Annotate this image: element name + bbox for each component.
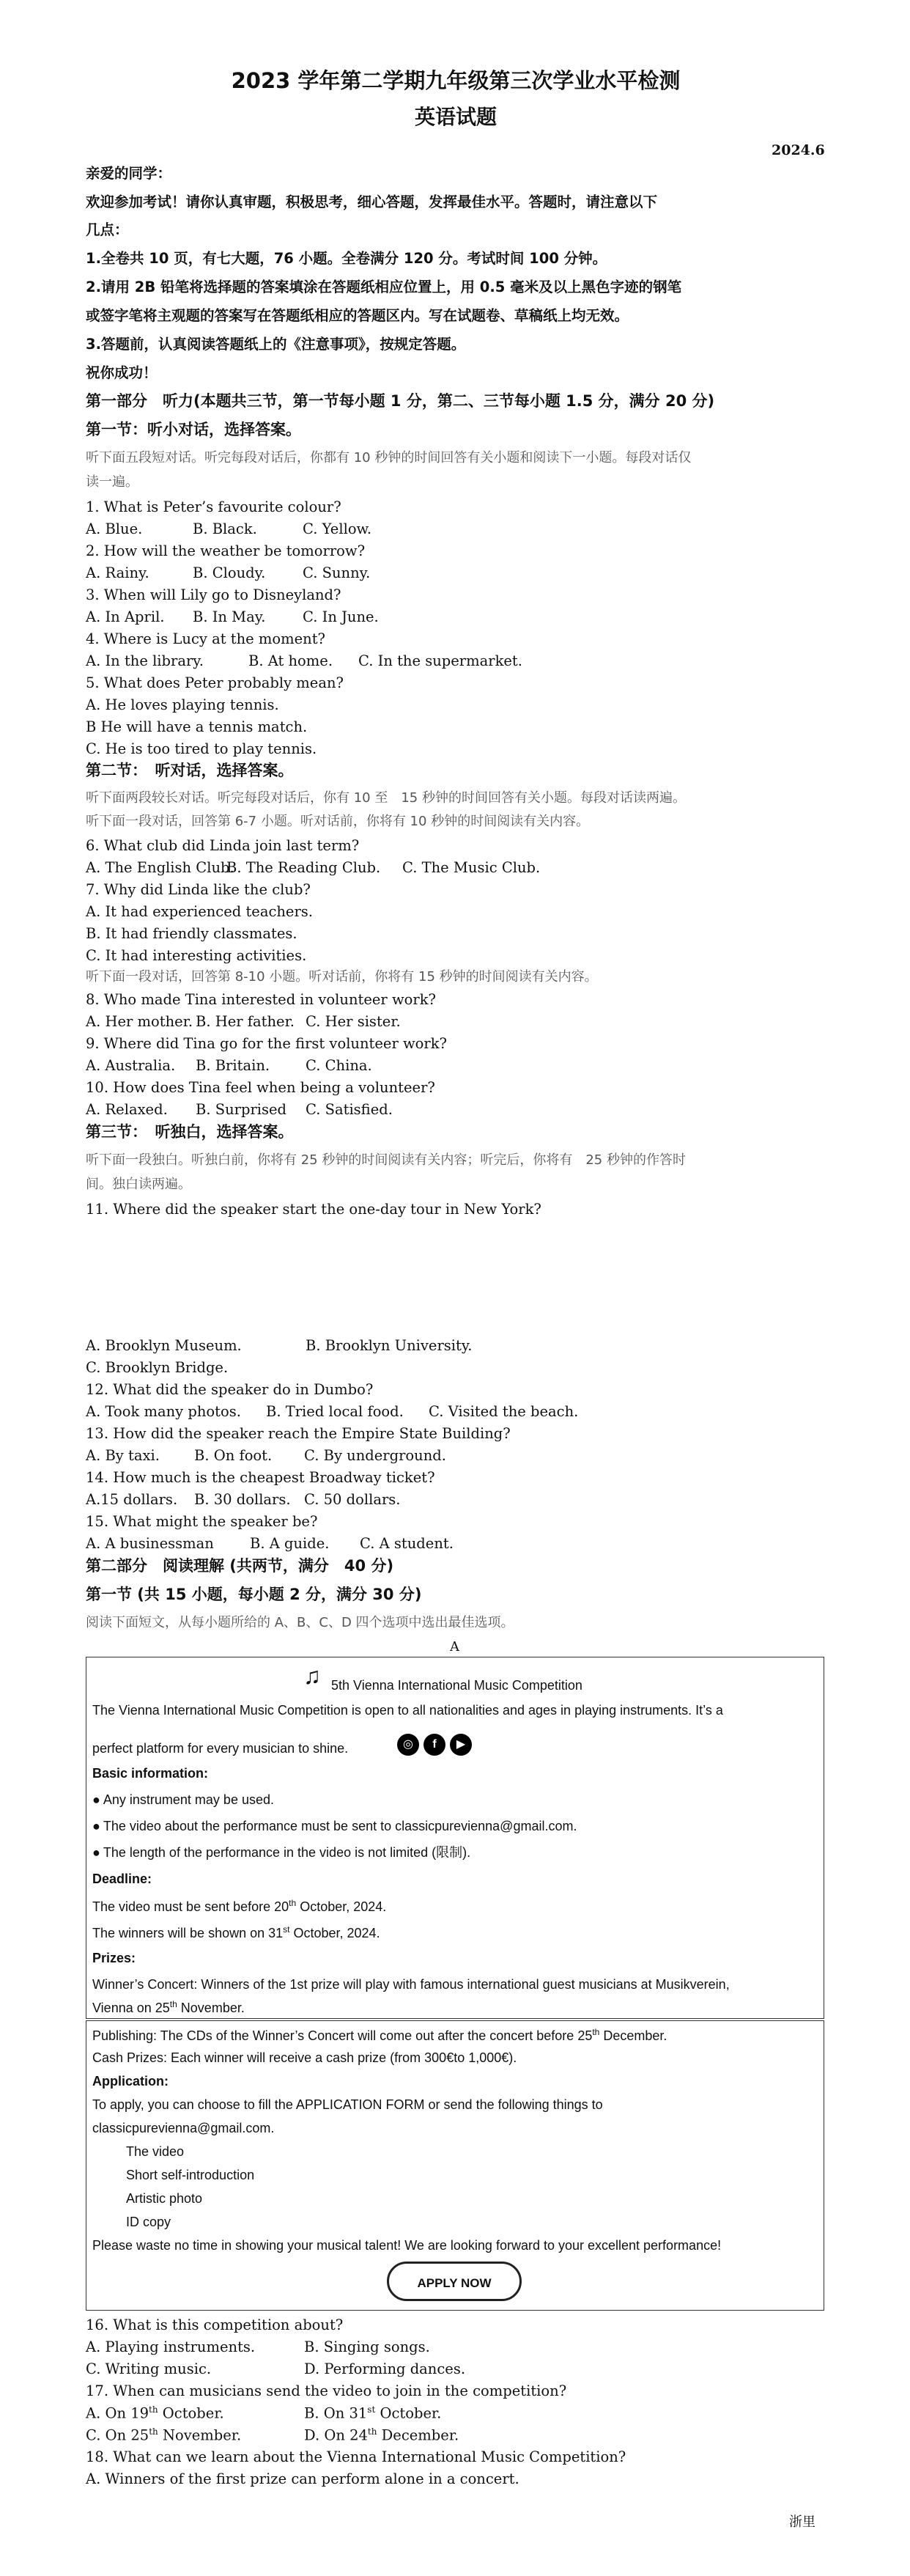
option[interactable]: B. In May.	[193, 608, 266, 625]
wish: 祝你成功！	[86, 364, 158, 381]
question-2: 2. How will the weather be tomorrow?	[86, 542, 366, 559]
rule-2a: 2.请用 2B 铅笔将选择题的答案填涂在答题纸相应位置上，用 0.5 毫米及以上黑色字迹的钢笔	[86, 279, 682, 295]
question-3-options	[86, 608, 379, 625]
deadline-heading: Deadline:	[92, 1872, 152, 1886]
closing-text: Please waste no time in showing your musical talent! We are looking forward to your excellent performance!	[92, 2238, 722, 2253]
option[interactable]: C. 50 dollars.	[304, 1491, 401, 1508]
option[interactable]: B. Brooklyn University.	[306, 1337, 473, 1354]
welcome-line-1: 欢迎参加考试！请你认真审题，积极思考，细心答题，发挥最佳水平。答题时，请注意以下	[86, 194, 658, 210]
option[interactable]: B. Her father.	[196, 1013, 295, 1030]
question-10: 10. How does Tina feel when being a volunteer?	[86, 1079, 435, 1096]
option[interactable]: B. It had friendly classmates.	[86, 925, 297, 942]
option[interactable]: A. Rainy.	[86, 564, 149, 581]
question-16-options-ab	[86, 2338, 430, 2355]
option[interactable]: A. Blue.	[86, 520, 143, 537]
question-1: 1. What is Peter’s favourite colour?	[86, 498, 341, 515]
instagram-icon[interactable]: ◎	[397, 1734, 419, 1756]
part1-sec3-heading: 第三节： 听独白，选择答案。	[86, 1123, 294, 1141]
ad-box-top	[86, 1657, 824, 2019]
option[interactable]: A. He loves playing tennis.	[86, 696, 279, 713]
question-9-options	[86, 1057, 372, 1074]
question-17-options-cd	[86, 2426, 459, 2444]
question-4: 4. Where is Lucy at the moment?	[86, 630, 325, 647]
option[interactable]: B. A guide.	[250, 1535, 330, 1552]
question-10-options	[86, 1101, 393, 1118]
option[interactable]: C. In June.	[303, 608, 379, 625]
option[interactable]: D. Performing dances.	[304, 2360, 466, 2377]
option[interactable]: C. By underground.	[304, 1447, 446, 1464]
option[interactable]: C. Writing music.	[86, 2360, 212, 2377]
rule-3: 3.答题前，认真阅读答题纸上的《注意事项》，按规定答题。	[86, 336, 466, 353]
application-item: Artistic photo	[126, 2191, 203, 2206]
exam-title: 2023 学年第二学期九年级第三次学业水平检测	[231, 68, 681, 93]
question-16: 16. What is this competition about?	[86, 2316, 344, 2333]
option[interactable]: A. Playing instruments.	[86, 2338, 256, 2355]
part1-sec1-instr-2: 读一遍。	[86, 474, 138, 490]
part1-sec2-instr-2: 听下面一段对话，回答第 6-7 小题。听对话前，你将有 10 秒钟的时间阅读有关内容。	[86, 814, 590, 829]
option[interactable]: B. On 31st October.	[304, 2404, 442, 2422]
cash-prizes: Cash Prizes: Each winner will receive a cash prize (from 300€to 1,000€).	[92, 2050, 517, 2065]
question-6: 6. What club did Linda join last term?	[86, 837, 360, 854]
question-11: 11. Where did the speaker start the one-day tour in New York?	[86, 1201, 541, 1218]
application-item: Short self-introduction	[126, 2168, 255, 2182]
option[interactable]: A. On 19th October.	[86, 2404, 224, 2422]
question-18: 18. What can we learn about the Vienna International Music Competition?	[86, 2448, 626, 2465]
ad-intro-2: perfect platform for every musician to shine.	[92, 1741, 349, 1756]
application-1: To apply, you can choose to fill the APPLICATION FORM or send the following things to	[92, 2097, 603, 2112]
part1-heading: 第一部分 听力(本题共三节，第一节每小题 1 分，第二、三节每小题 1.5 分，满分 20 分)	[86, 392, 715, 410]
option[interactable]: C. Her sister.	[306, 1013, 401, 1030]
ad-box-bottom	[86, 2020, 824, 2311]
basic-item: ● Any instrument may be used.	[92, 1792, 274, 1808]
option[interactable]: A. In April.	[86, 608, 165, 625]
prizes-heading: Prizes:	[92, 1951, 136, 1965]
option[interactable]: D. On 24th December.	[304, 2426, 459, 2444]
option[interactable]: C. In the supermarket.	[358, 652, 522, 669]
option[interactable]: C. Sunny.	[303, 564, 371, 581]
youtube-icon[interactable]: ▶	[450, 1734, 472, 1756]
basic-item: ● The video about the performance must be sent to classicpurevienna@gmail.com.	[92, 1819, 577, 1835]
question-2-options	[86, 564, 370, 581]
option[interactable]: B He will have a tennis match.	[86, 718, 308, 735]
option[interactable]: A. It had experienced teachers.	[86, 903, 313, 920]
rule-2b: 或签字笔将主观题的答案写在答题纸相应的答题区内。写在试题卷、草稿纸上均无效。	[86, 307, 629, 324]
prizes-2: Vienna on 25th November.	[92, 1999, 245, 2015]
prizes-1: Winner’s Concert: Winners of the 1st prize will play with famous international guest musicians at Musikverein,	[92, 1977, 730, 1992]
rule-1: 1.全卷共 10 页，有七大题，76 小题。全卷满分 120 分。考试时间 100 分钟。	[86, 250, 607, 267]
part2-sec1-heading: 第一节 (共 15 小题，每小题 2 分，满分 30 分)	[86, 1586, 422, 1603]
option[interactable]: C. China.	[306, 1057, 372, 1074]
part2-heading: 第二部分 阅读理解 (共两节，满分 40 分)	[86, 1557, 394, 1575]
question-12-options	[86, 1403, 578, 1420]
question-4-options	[86, 652, 522, 669]
social-icons	[393, 1734, 472, 1756]
application-2: classicpurevienna@gmail.com.	[92, 2121, 275, 2135]
option[interactable]: A. Winners of the first prize can perform alone in a concert.	[86, 2470, 519, 2487]
question-11-options	[86, 1337, 473, 1354]
question-13: 13. How did the speaker reach the Empire State Building?	[86, 1425, 511, 1442]
option[interactable]: B. Cloudy.	[193, 564, 266, 581]
passage-label: A	[450, 1639, 459, 1655]
exam-subtitle: 英语试题	[414, 105, 497, 129]
ad-intro-1: The Vienna International Music Competition is open to all nationalities and ages in playing instruments. It’s a	[92, 1703, 723, 1718]
question-8-options	[86, 1013, 401, 1030]
part1-sec2-instr-1: 听下面两段较长对话。听完每段对话后，你有 10 至 15 秒钟的时间回答有关小题。每段对话读两遍。	[86, 790, 686, 806]
basic-item: ● The length of the performance in the video is not limited (限制).	[92, 1845, 470, 1861]
option[interactable]: B. On foot.	[194, 1447, 273, 1464]
application-item: The video	[126, 2144, 185, 2159]
greeting: 亲爱的同学：	[86, 165, 172, 182]
option[interactable]: A. In the library.	[86, 652, 204, 669]
welcome-line-2: 几点：	[86, 221, 129, 238]
part2-sec1-instr: 阅读下面短文，从每小题所给的 A、B、C、D 四个选项中选出最佳选项。	[86, 1615, 514, 1630]
option[interactable]: B. Black.	[193, 520, 257, 537]
option[interactable]: B. Tried local food.	[266, 1403, 404, 1420]
option[interactable]: B. The Reading Club.	[226, 859, 381, 876]
option[interactable]: B. 30 dollars.	[194, 1491, 291, 1508]
deadline-1: The video must be sent before 20th October, 2024.	[92, 1898, 387, 1914]
application-heading: Application:	[92, 2074, 169, 2089]
option[interactable]: A. The English Club.	[86, 859, 234, 876]
question-6-options	[86, 859, 540, 876]
question-7: 7. Why did Linda like the club?	[86, 881, 311, 898]
ad-title: 5th Vienna International Music Competition	[331, 1678, 582, 1693]
question-13-options	[86, 1447, 446, 1464]
facebook-icon[interactable]: f	[423, 1734, 445, 1756]
option[interactable]: C. Satisfied.	[306, 1101, 393, 1118]
question-14: 14. How much is the cheapest Broadway ticket?	[86, 1469, 435, 1486]
question-12: 12. What did the speaker do in Dumbo?	[86, 1381, 374, 1398]
option[interactable]: C. On 25th November.	[86, 2426, 242, 2444]
option[interactable]: C. The Music Club.	[402, 859, 541, 876]
exam-date: 2024.6	[772, 142, 825, 158]
publishing: Publishing: The CDs of the Winner’s Concert will come out after the concert before 25th December.	[92, 2027, 667, 2043]
option[interactable]: B. Surprised	[196, 1101, 287, 1118]
question-3: 3. When will Lily go to Disneyland?	[86, 586, 341, 603]
option[interactable]: A. Australia.	[86, 1057, 176, 1074]
option[interactable]: A. Brooklyn Museum.	[86, 1337, 242, 1354]
question-15-options	[86, 1535, 454, 1552]
part1-sec1-heading: 第一节：听小对话，选择答案。	[86, 421, 301, 438]
option[interactable]: A. By taxi.	[86, 1447, 160, 1464]
part1-sec2-heading: 第二节： 听对话，选择答案。	[86, 762, 294, 779]
option[interactable]: C. Visited the beach.	[429, 1403, 579, 1420]
question-8: 8. Who made Tina interested in volunteer work?	[86, 991, 436, 1008]
option[interactable]: B. At home.	[248, 652, 333, 669]
option[interactable]: A. A businessman	[86, 1535, 214, 1552]
option[interactable]: C. Yellow.	[303, 520, 372, 537]
option[interactable]: B. Britain.	[196, 1057, 270, 1074]
music-note-icon: ♫	[303, 1663, 321, 1689]
question-17-options-ab	[86, 2404, 441, 2422]
question-14-options	[86, 1491, 400, 1508]
option[interactable]: B. Singing songs.	[304, 2338, 430, 2355]
part1-sec2-instr-3: 听下面一段对话，回答第 8-10 小题。听对话前，你将有 15 秒钟的时间阅读有关内容。	[86, 969, 598, 985]
option[interactable]: A. Relaxed.	[86, 1101, 168, 1118]
apply-now-button[interactable]: APPLY NOW	[387, 2262, 522, 2301]
question-15: 15. What might the speaker be?	[86, 1513, 318, 1530]
option[interactable]: A. Her mother.	[86, 1013, 193, 1030]
application-item: ID copy	[126, 2215, 171, 2229]
option[interactable]: C. He is too tired to play tennis.	[86, 740, 317, 757]
part1-sec3-instr-2: 间。独白读两遍。	[86, 1177, 191, 1192]
footer-label: 浙里	[789, 2514, 815, 2530]
question-17: 17. When can musicians send the video to join in the competition?	[86, 2382, 567, 2399]
question-5: 5. What does Peter probably mean?	[86, 674, 344, 691]
part1-sec1-instr-1: 听下面五段短对话。听完每段对话后，你都有 10 秒钟的时间回答有关小题和阅读下一小题。每段对话仅	[86, 450, 692, 465]
question-1-options	[86, 520, 371, 537]
option[interactable]: A. Took many photos.	[86, 1403, 241, 1420]
question-9: 9. Where did Tina go for the first volunteer work?	[86, 1035, 448, 1052]
option[interactable]: C. It had interesting activities.	[86, 947, 307, 964]
option[interactable]: C. A student.	[360, 1535, 454, 1552]
option[interactable]: A.15 dollars.	[86, 1491, 178, 1508]
question-16-options-cd	[86, 2360, 465, 2377]
part1-sec3-instr-1: 听下面一段独白。听独白前，你将有 25 秒钟的时间阅读有关内容；听完后，你将有 25 秒钟的作答时	[86, 1152, 686, 1168]
basic-heading: Basic information:	[92, 1766, 209, 1781]
option[interactable]: C. Brooklyn Bridge.	[86, 1359, 229, 1376]
deadline-2: The winners will be shown on 31st October, 2024.	[92, 1924, 380, 1940]
